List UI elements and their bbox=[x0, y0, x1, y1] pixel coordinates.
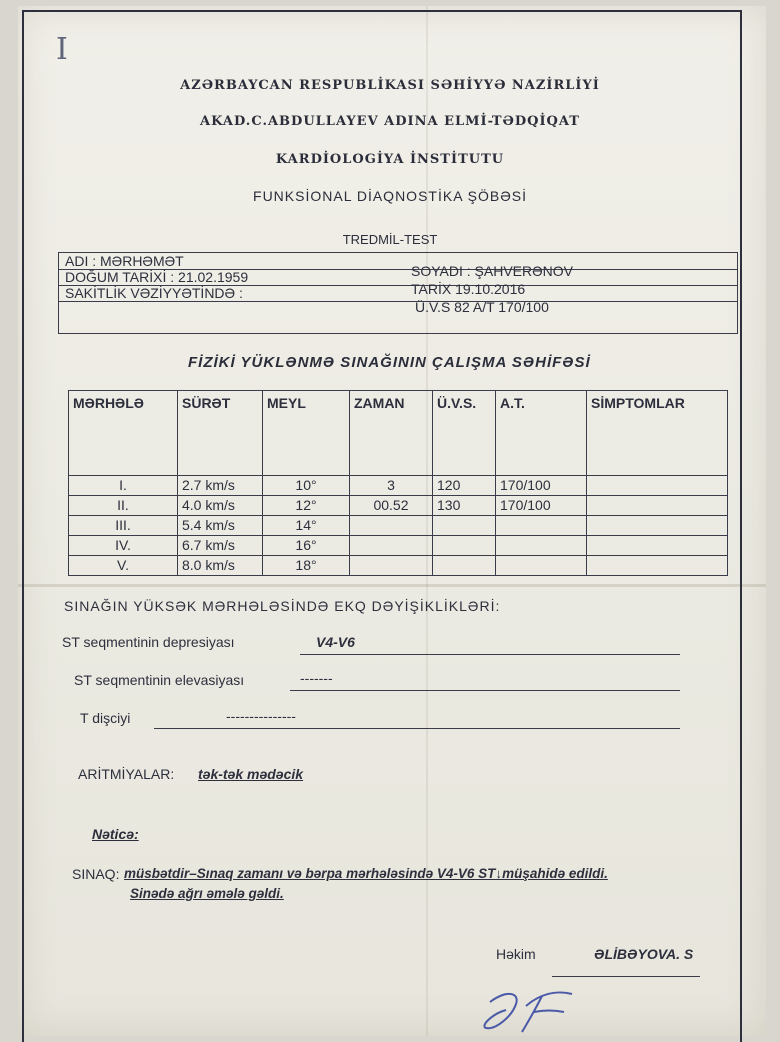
rest-state-label: SAKİTLİK VƏZİYYƏTİNDƏ : bbox=[65, 285, 243, 301]
table-row bbox=[69, 556, 728, 576]
table-row bbox=[69, 516, 728, 536]
cell-hr bbox=[433, 536, 496, 556]
cell-speed: 4.0 km/s bbox=[178, 496, 263, 516]
cell-incline: 10° bbox=[263, 476, 350, 496]
st-depression-value: V4-V6 bbox=[316, 634, 355, 650]
sheet-title: FİZİKİ YÜKLƏNMƏ SINAĞININ ÇALIŞMA SƏHİFƏSİ bbox=[188, 354, 591, 371]
test-date: TARİX 19.10.2016 bbox=[411, 281, 526, 297]
page-mark: I bbox=[56, 32, 68, 67]
stress-test-table bbox=[68, 390, 728, 576]
cell-time bbox=[350, 536, 433, 556]
cell-time: 3 bbox=[350, 476, 433, 496]
cell-time bbox=[350, 556, 433, 576]
t-wave-label: T dişciyi bbox=[80, 710, 131, 726]
cell-symptoms bbox=[587, 536, 728, 556]
handwritten-signature bbox=[476, 984, 586, 1038]
cell-stage: II. bbox=[69, 496, 178, 516]
st-elevation-label: ST seqmentinin elevasiyası bbox=[74, 672, 245, 688]
cell-time bbox=[350, 516, 433, 536]
st-elevation-line bbox=[290, 690, 680, 691]
st-depression-line bbox=[300, 654, 680, 655]
cell-symptoms bbox=[587, 516, 728, 536]
cell-bp bbox=[496, 516, 587, 536]
cell-bp: 170/100 bbox=[496, 496, 587, 516]
cell-stage: IV. bbox=[69, 536, 178, 556]
col-header-symptoms: SİMPTOMLAR bbox=[587, 391, 728, 476]
cell-incline: 14° bbox=[263, 516, 350, 536]
col-header-bp: A.T. bbox=[496, 391, 587, 476]
header-test-name: TREDMİL-TEST bbox=[342, 232, 438, 247]
patient-info-box bbox=[58, 252, 738, 334]
cell-bp: 170/100 bbox=[496, 476, 587, 496]
cell-speed: 6.7 km/s bbox=[178, 536, 263, 556]
patient-birth-date: DOĞUM TARİXİ : 21.02.1959 bbox=[65, 269, 249, 285]
conclusion-label: Nəticə: bbox=[92, 826, 139, 842]
table-row bbox=[69, 496, 728, 516]
table-row bbox=[69, 536, 728, 556]
arrhythmia-label: ARİTMİYALAR: bbox=[78, 766, 175, 782]
table-header-row bbox=[69, 391, 728, 476]
result-label: SINAQ: bbox=[72, 866, 120, 882]
info-row-4 bbox=[59, 301, 432, 317]
patient-name: ADI : MƏRHƏMƏT bbox=[65, 253, 184, 269]
cell-stage: III. bbox=[69, 516, 178, 536]
col-header-stage: MƏRHƏLƏ bbox=[69, 391, 178, 476]
cell-speed: 5.4 km/s bbox=[178, 516, 263, 536]
header-department: FUNKSİONAL DİAQNOSTİKA ŞÖBƏSİ bbox=[253, 188, 527, 204]
t-wave-line bbox=[154, 728, 680, 729]
col-header-time: ZAMAN bbox=[350, 391, 433, 476]
header-ministry: AZƏRBAYCAN RESPUBLİKASI SƏHİYYƏ NAZİRLİYİ bbox=[180, 78, 600, 93]
header-institute: KARDİOLOGİYA İNSTİTUTU bbox=[275, 152, 505, 167]
cell-symptoms bbox=[587, 496, 728, 516]
cell-symptoms bbox=[587, 476, 728, 496]
cell-hr bbox=[433, 556, 496, 576]
cell-speed: 2.7 km/s bbox=[178, 476, 263, 496]
cell-incline: 12° bbox=[263, 496, 350, 516]
result-line-1: müsbətdir–Sınaq zamanı və bərpa mərhələsində V4-V6 ST↓müşahidə edildi. bbox=[124, 866, 608, 881]
header-institute-name: AKAD.C.ABDULLAYEV ADINA ELMİ-TƏDQİQAT bbox=[200, 114, 580, 129]
doctor-label: Həkim bbox=[496, 946, 536, 962]
st-depression-label: ST seqmentinin depresiyası bbox=[62, 634, 235, 650]
cell-hr bbox=[433, 516, 496, 536]
col-header-hr: Ü.V.S. bbox=[433, 391, 496, 476]
result-line-2: Sinədə ağrı əmələ gəldi. bbox=[130, 886, 284, 901]
t-wave-value: --------------- bbox=[226, 708, 296, 724]
cell-incline: 16° bbox=[263, 536, 350, 556]
arrhythmia-value: tək-tək mədəcik bbox=[198, 766, 304, 782]
table-row bbox=[69, 476, 728, 496]
cell-stage: V. bbox=[69, 556, 178, 576]
ecg-section-title: SINAĞIN YÜKSƏK MƏRHƏLƏSİNDƏ EKQ DƏYİŞİKLİKLƏRİ: bbox=[64, 598, 501, 614]
cell-hr: 120 bbox=[433, 476, 496, 496]
signature-line bbox=[552, 976, 700, 977]
col-header-incline: MEYL bbox=[263, 391, 350, 476]
cell-symptoms bbox=[587, 556, 728, 576]
doctor-name: ƏLİBƏYOVA. S bbox=[594, 946, 694, 962]
rest-values: Ü.V.S 82 A/T 170/100 bbox=[415, 299, 549, 315]
col-header-speed: SÜRƏT bbox=[178, 391, 263, 476]
patient-surname: SOYADI : ŞAHVERƏNOV bbox=[411, 263, 573, 279]
cell-speed: 8.0 km/s bbox=[178, 556, 263, 576]
cell-hr: 130 bbox=[433, 496, 496, 516]
cell-bp bbox=[496, 536, 587, 556]
cell-time: 00.52 bbox=[350, 496, 433, 516]
st-elevation-value: ------- bbox=[300, 670, 333, 686]
cell-incline: 18° bbox=[263, 556, 350, 576]
cell-stage: I. bbox=[69, 476, 178, 496]
cell-bp bbox=[496, 556, 587, 576]
